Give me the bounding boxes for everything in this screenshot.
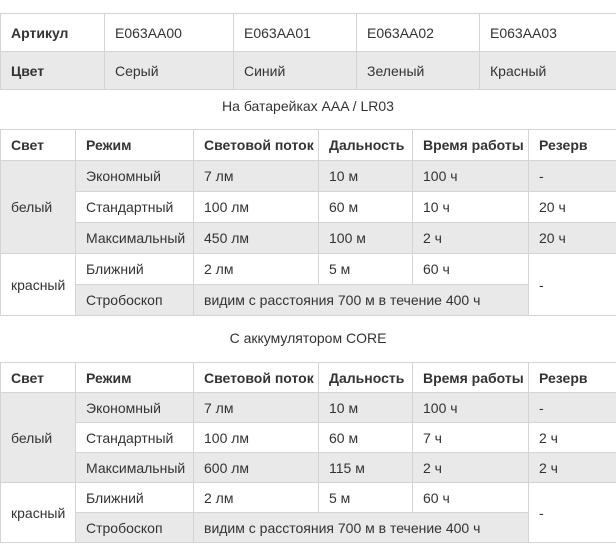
core-table-title: С аккумулятором CORE — [229, 330, 387, 346]
mode-cell: Максимальный — [76, 453, 194, 483]
flux-cell: 7 лм — [194, 161, 319, 192]
mode-cell: Ближний — [76, 483, 194, 513]
column-header-light: Свет — [1, 363, 76, 393]
mode-cell: Стандартный — [76, 192, 194, 223]
table-row — [1, 254, 616, 285]
mode-cell: Стробоскоп — [76, 285, 194, 316]
flux-cell: 2 лм — [194, 254, 319, 285]
column-header-reserve: Резерв — [529, 363, 616, 393]
color-row — [1, 52, 616, 90]
distance-cell: 5 м — [319, 254, 413, 285]
light-red-cell: красный — [1, 483, 76, 543]
strobe-text-cell: видим с расстояния 700 м в течение 400 ч — [194, 285, 529, 316]
header-row — [1, 363, 616, 393]
reserve-cell: - — [529, 393, 616, 423]
mode-cell: Максимальный — [76, 223, 194, 254]
column-header-reserve: Резерв — [529, 130, 616, 161]
light-white-cell: белый — [1, 393, 76, 483]
article-color-table — [0, 13, 616, 90]
burn-time-cell: 10 ч — [413, 192, 529, 223]
flux-cell: 600 лм — [194, 453, 319, 483]
light-white-cell: белый — [1, 161, 76, 254]
distance-cell: 115 м — [319, 453, 413, 483]
burn-time-cell: 2 ч — [413, 223, 529, 254]
column-header-flux: Световой поток — [194, 130, 319, 161]
column-header-mode: Режим — [76, 363, 194, 393]
core-spec-table — [0, 362, 616, 543]
distance-cell: 5 м — [319, 483, 413, 513]
strobe-text-cell: видим с расстояния 700 м в течение 400 ч — [194, 513, 529, 543]
article-row — [1, 14, 616, 52]
table-row — [1, 161, 616, 192]
reserve-cell: 2 ч — [529, 453, 616, 483]
column-header-light: Свет — [1, 130, 76, 161]
distance-cell: 60 м — [319, 192, 413, 223]
column-header-burn-time: Время работы — [413, 363, 529, 393]
mode-cell: Экономный — [76, 393, 194, 423]
reserve-cell: 2 ч — [529, 423, 616, 453]
article-code: E063AA01 — [234, 14, 357, 52]
reserve-cell: 20 ч — [529, 223, 616, 254]
table-row — [1, 393, 616, 423]
burn-time-cell: 2 ч — [413, 453, 529, 483]
reserve-cell: - — [529, 161, 616, 192]
light-red-cell: красный — [1, 254, 76, 316]
column-header-distance: Дальность — [319, 130, 413, 161]
column-header-mode: Режим — [76, 130, 194, 161]
article-code: E063AA03 — [480, 14, 616, 52]
mode-cell: Стробоскоп — [76, 513, 194, 543]
flux-cell: 7 лм — [194, 393, 319, 423]
color-value: Зеленый — [357, 52, 480, 90]
article-code: E063AA00 — [105, 14, 234, 52]
burn-time-cell: 100 ч — [413, 393, 529, 423]
color-row-label: Цвет — [1, 52, 105, 90]
burn-time-cell: 7 ч — [413, 423, 529, 453]
battery-spec-table — [0, 129, 616, 316]
table-row — [1, 192, 616, 223]
column-header-burn-time: Время работы — [413, 130, 529, 161]
flux-cell: 450 лм — [194, 223, 319, 254]
flux-cell: 100 лм — [194, 192, 319, 223]
article-code: E063AA02 — [357, 14, 480, 52]
color-value: Синий — [234, 52, 357, 90]
table-row — [1, 513, 616, 543]
header-row — [1, 130, 616, 161]
spec-sheet — [0, 13, 616, 543]
mode-cell: Ближний — [76, 254, 194, 285]
battery-table-title: На батарейках AAA / LR03 — [222, 98, 394, 114]
column-header-distance: Дальность — [319, 363, 413, 393]
color-value: Серый — [105, 52, 234, 90]
table-row — [1, 423, 616, 453]
distance-cell: 100 м — [319, 223, 413, 254]
reserve-merged-cell: - — [529, 254, 616, 316]
table-row — [1, 285, 616, 316]
distance-cell: 60 м — [319, 423, 413, 453]
burn-time-cell: 60 ч — [413, 483, 529, 513]
reserve-cell: 20 ч — [529, 192, 616, 223]
color-value: Красный — [480, 52, 616, 90]
burn-time-cell: 100 ч — [413, 161, 529, 192]
reserve-merged-cell: - — [529, 483, 616, 543]
distance-cell: 10 м — [319, 393, 413, 423]
flux-cell: 100 лм — [194, 423, 319, 453]
mode-cell: Экономный — [76, 161, 194, 192]
column-header-flux: Световой поток — [194, 363, 319, 393]
distance-cell: 10 м — [319, 161, 413, 192]
article-row-label: Артикул — [1, 14, 105, 52]
mode-cell: Стандартный — [76, 423, 194, 453]
flux-cell: 2 лм — [194, 483, 319, 513]
table-row — [1, 483, 616, 513]
burn-time-cell: 60 ч — [413, 254, 529, 285]
table-row — [1, 223, 616, 254]
table-row — [1, 453, 616, 483]
